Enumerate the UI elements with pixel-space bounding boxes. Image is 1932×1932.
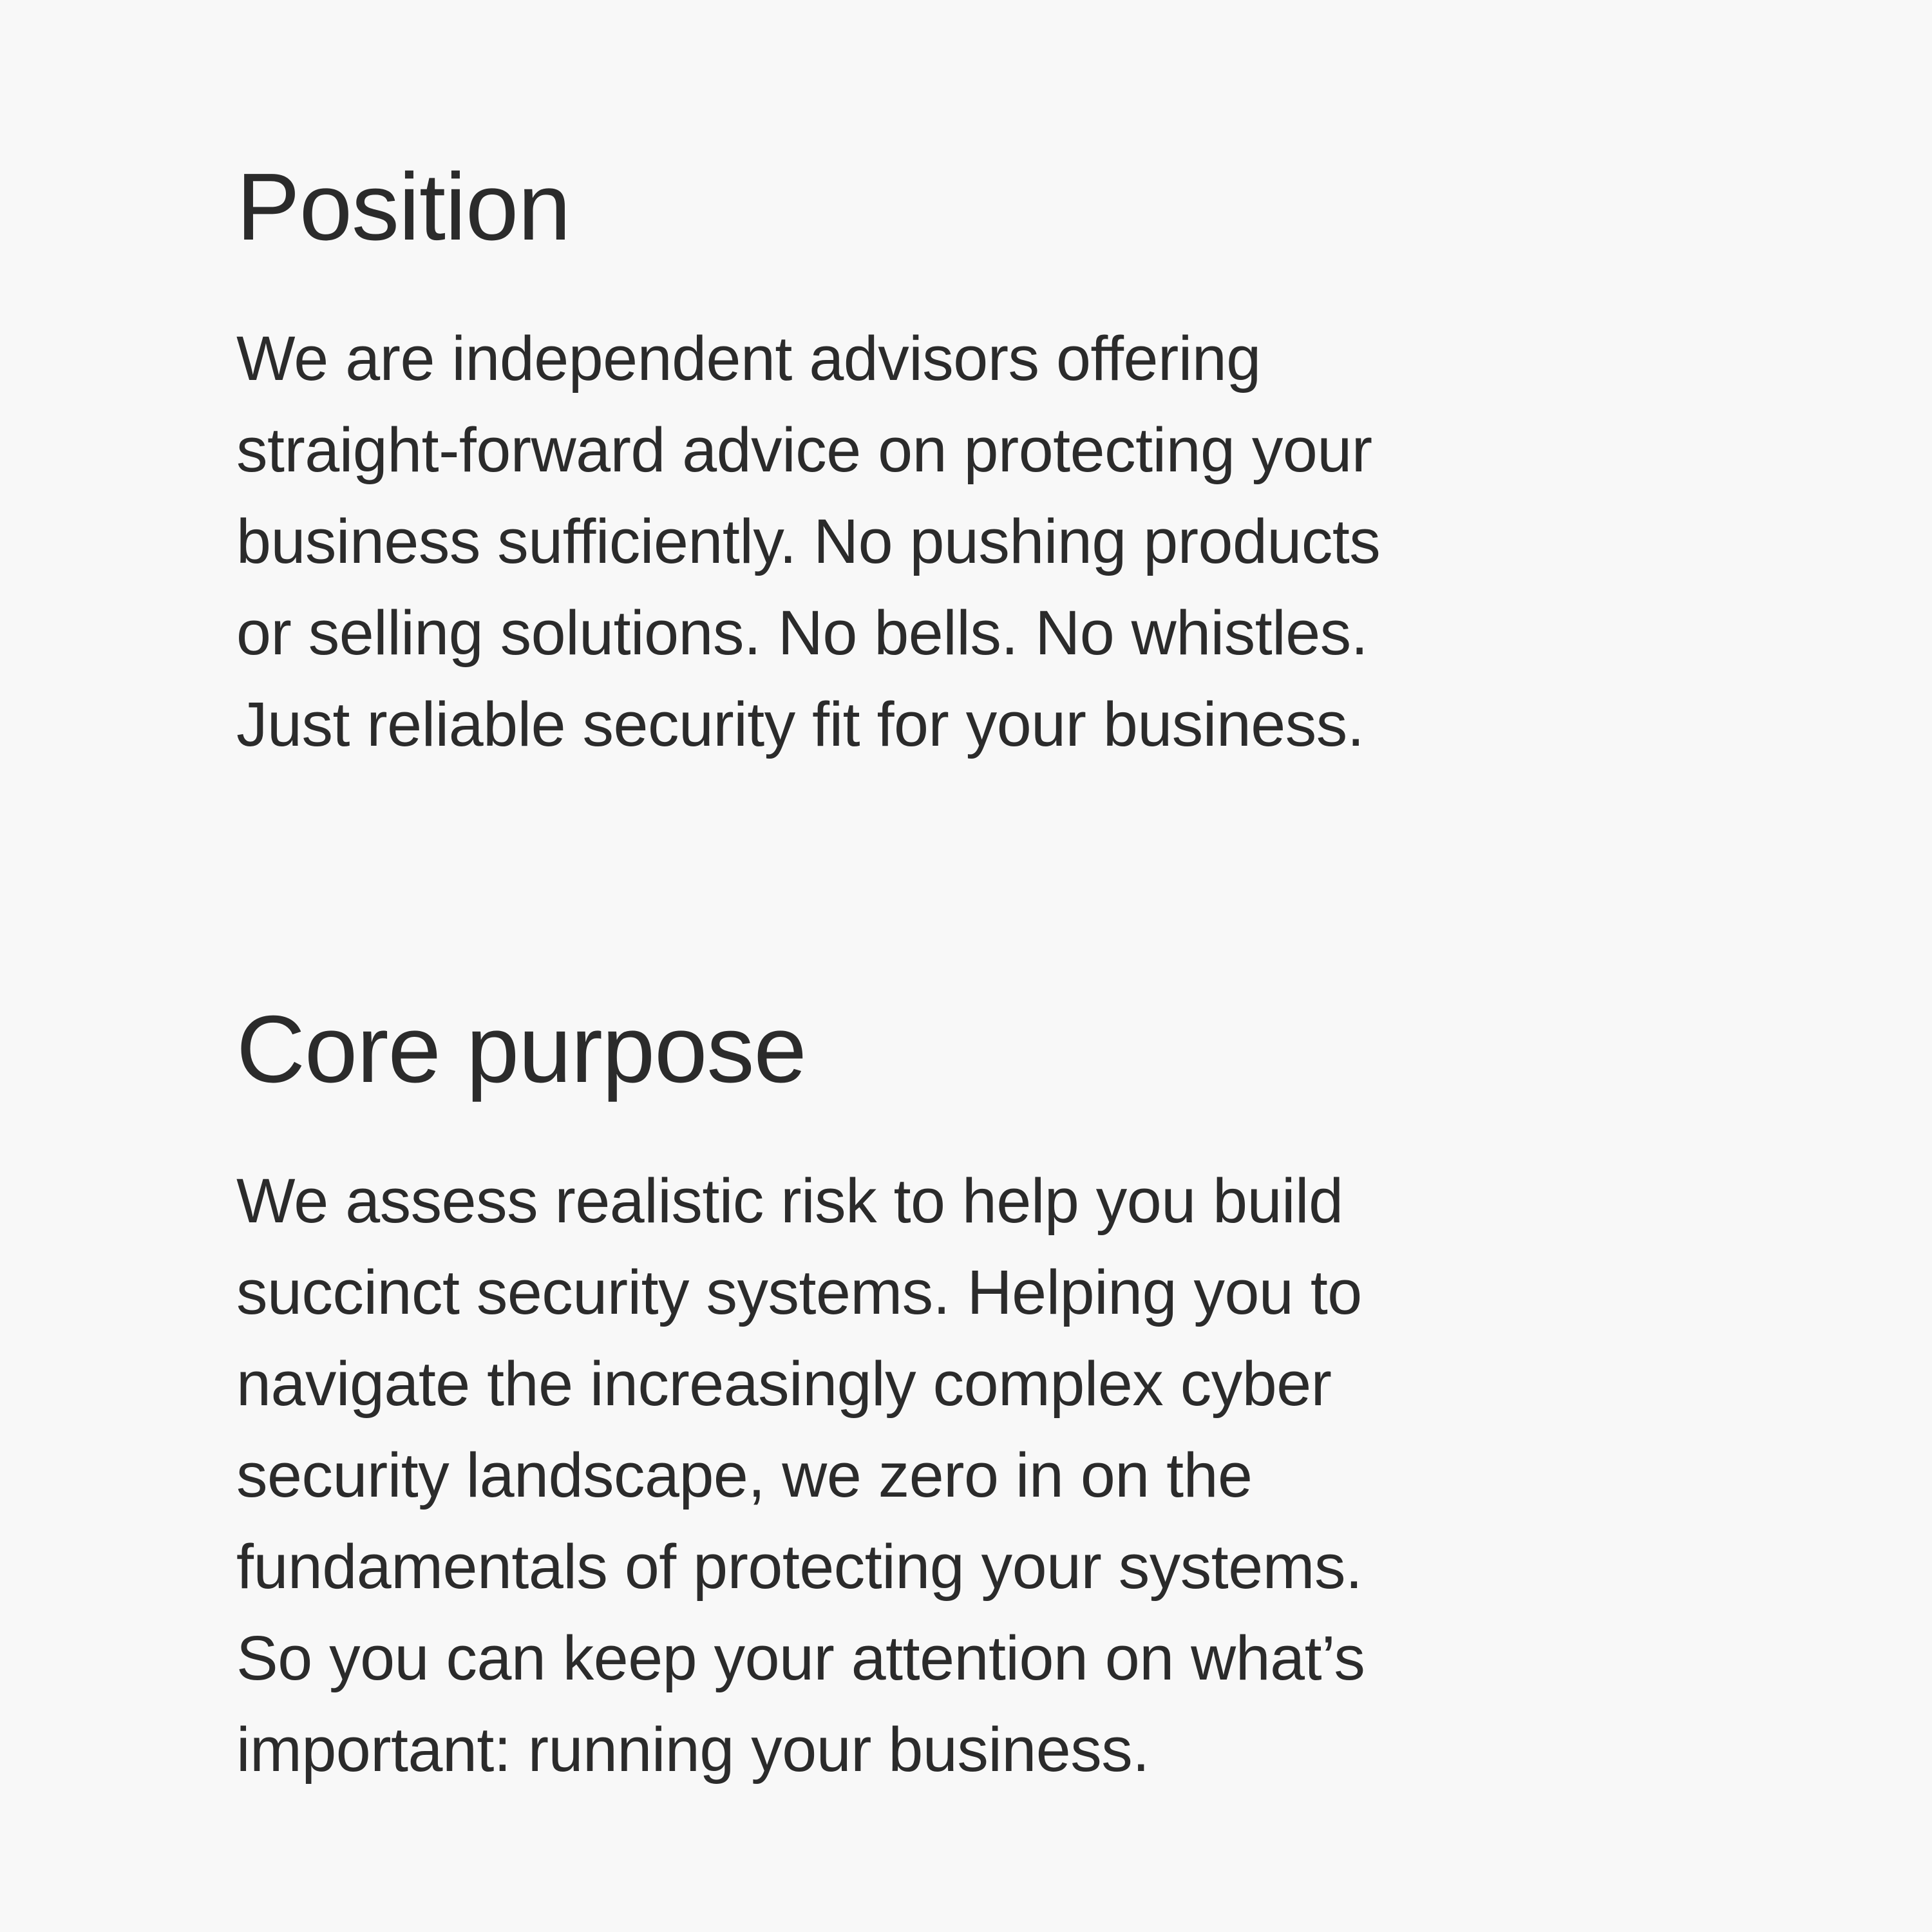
paragraph-line: important: running your business. xyxy=(236,1714,1150,1785)
position-paragraph xyxy=(236,313,1621,770)
core-purpose-paragraph xyxy=(236,1155,1621,1795)
core-purpose-heading: Core purpose xyxy=(236,996,806,1103)
paragraph-line: We assess realistic risk to help you build xyxy=(236,1166,1343,1236)
paragraph-line: business sufficiently. No pushing products xyxy=(236,506,1381,576)
core-purpose-section xyxy=(236,992,1621,1795)
paragraph-line: fundamentals of protecting your systems. xyxy=(236,1531,1363,1602)
paragraph-line: succinct security systems. Helping you to xyxy=(236,1257,1362,1327)
paragraph-line: We are independent advisors offering xyxy=(236,323,1261,393)
paragraph-line: or selling solutions. No bells. No whistles. xyxy=(236,598,1368,668)
paragraph-line: navigate the increasingly complex cyber xyxy=(236,1349,1332,1419)
paragraph-line: So you can keep your attention on what’s xyxy=(236,1623,1365,1693)
position-section xyxy=(236,149,1621,770)
paragraph-line: Just reliable security fit for your business. xyxy=(236,689,1365,759)
paragraph-line: straight-forward advice on protecting your xyxy=(236,415,1372,485)
position-heading: Position xyxy=(236,154,571,260)
paragraph-line: security landscape, we zero in on the xyxy=(236,1440,1253,1510)
